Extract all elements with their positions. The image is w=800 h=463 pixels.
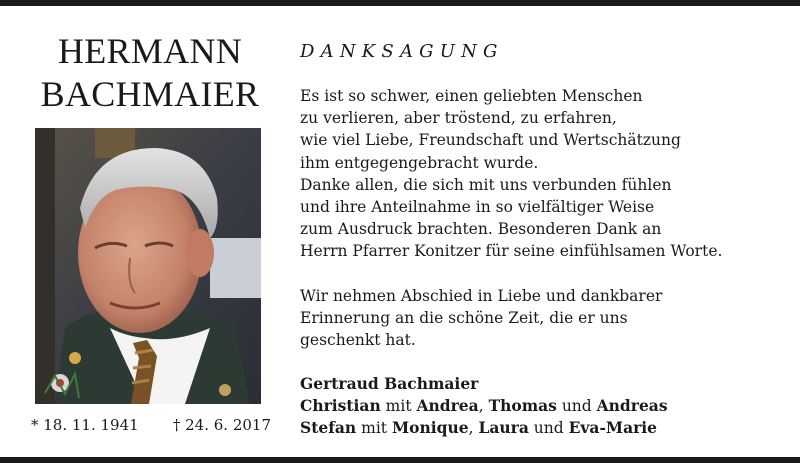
message-line: Es ist so schwer, einen geliebten Menschen [300, 87, 643, 105]
message-line: ihm entgegengebracht wurde. [300, 153, 539, 172]
message-line: Danke allen, die sich mit uns verbunden fühlen [300, 175, 672, 194]
deceased-first-name: HERMANN [57, 31, 243, 71]
connector-text: , [478, 397, 489, 416]
death-date: † 24. 6. 2017 [172, 416, 271, 434]
deceased-last-name: BACHMAIER [40, 74, 260, 114]
signer-name: Gertraud Bachmaier [300, 374, 479, 393]
heading-danksagung: DANKSAGUNG [300, 41, 504, 62]
farewell-line: Erinnerung an die schöne Zeit, die er uns [300, 309, 628, 328]
message-line: zu verlieren, aber tröstend, zu erfahren, [300, 109, 617, 128]
signer-name: Stefan [300, 418, 357, 438]
deceased-name [30, 30, 270, 116]
connector-text: , [468, 419, 479, 438]
signer-name: Laura [478, 418, 529, 438]
signature-row [300, 417, 780, 439]
signer-name: Christian [300, 396, 381, 416]
message-text [300, 85, 780, 351]
message-line: wie viel Liebe, Freundschaft und Wertschätzung [300, 131, 681, 150]
signer-name: Andrea [416, 396, 479, 416]
message-line: zum Ausdruck brachten. Besonderen Dank an [300, 220, 662, 239]
connector-text: und [556, 397, 597, 416]
signature-row [300, 395, 780, 417]
signature-row [300, 373, 780, 395]
paragraph-gap [300, 263, 780, 285]
life-dates [31, 415, 271, 435]
signer-name: Thomas [488, 396, 557, 416]
signer-name: Eva-Marie [568, 418, 658, 438]
message-line: und ihre Anteilnahme in so vielfältiger Weise [300, 198, 655, 217]
birth-date: * 18. 11. 1941 [31, 416, 139, 434]
message-line: Herrn Pfarrer Konitzer für seine einfühlsamen Worte. [300, 242, 723, 261]
signer-name: Andreas [596, 396, 668, 416]
connector-text: mit [380, 397, 417, 416]
farewell-line: Wir nehmen Abschied in Liebe und dankbarer [300, 286, 663, 305]
connector-text: mit [356, 419, 392, 438]
signer-name: Monique [391, 418, 469, 438]
portrait-photo [35, 128, 261, 404]
signatures [300, 373, 780, 440]
farewell-line: geschenkt hat. [300, 331, 416, 350]
connector-text: und [528, 419, 569, 438]
